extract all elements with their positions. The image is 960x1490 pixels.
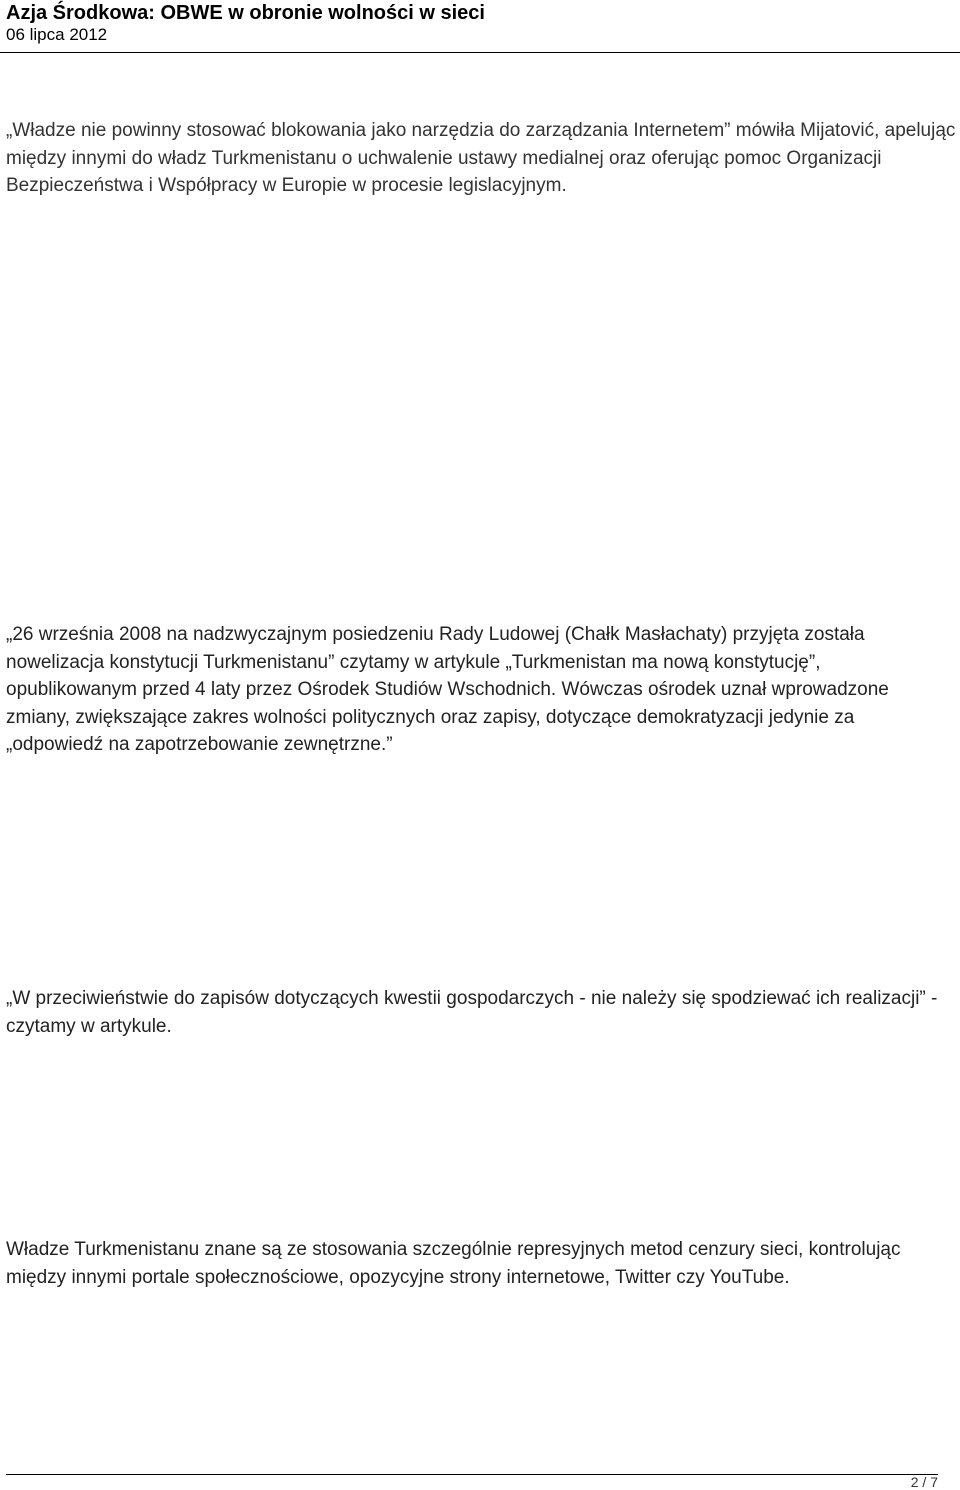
body-paragraph-1: „Władze nie powinny stosować blokowania jako narzędzia do zarządzania Internetem” mówiła Mijatović, apelując między innymi do władz Turkmenistanu o uchwalenie ustawy medialnej oraz oferując pomoc Organizacji Bezpieczeństwa i Współpracy w Europie w procesie legislacyjnym. (6, 120, 956, 196)
body-paragraph-2: „26 września 2008 na nadzwyczajnym posiedzeniu Rady Ludowej (Chałk Masłachaty) przyjęta została nowelizacja konstytucji Turkmenistanu” czytamy w artykule „Turkmenistan ma nową konstytucję”, opublikowanym przed 4 laty przez Ośrodek Studiów Wschodnich. Wówczas ośrodek uznał wprowadzone zmiany, zwiększające zakres wolności politycznych oraz zapisy, dotyczące demokratyzacji jedynie za „odpowiedź na zapotrzebowanie zewnętrzne.” (6, 624, 889, 755)
document-date: 06 lipca 2012 (6, 25, 108, 44)
body-paragraph-4: Władze Turkmenistanu znane są ze stosowania szczególnie represyjnych metod cenzury sieci, kontrolując między innymi portale społecznościowe, opozycyjne strony internetowe, Twitter czy YouTube. (6, 1239, 901, 1288)
body-paragraph-3: „W przeciwieństwie do zapisów dotyczących kwestii gospodarczych - nie należy się spodziewać ich realizacji” - czytamy w artykule. (6, 988, 938, 1037)
document-title: Azja Środkowa: OBWE w obronie wolności w sieci (6, 2, 485, 24)
page-header (6, 0, 956, 45)
footer-divider (6, 1474, 938, 1475)
header-divider (0, 52, 960, 53)
page-number: 2 / 7 (910, 1474, 938, 1490)
